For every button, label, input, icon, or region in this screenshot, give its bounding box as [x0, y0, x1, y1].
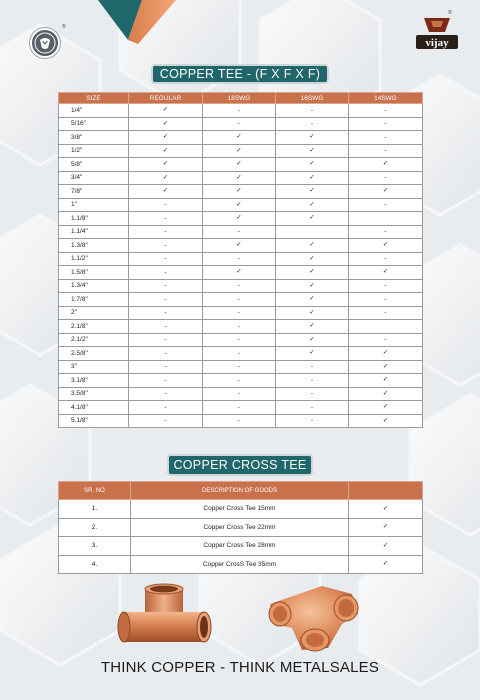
table-row	[59, 144, 423, 158]
availability-cell: -	[203, 117, 276, 131]
check-mark-icon: ✓	[349, 239, 423, 253]
check-mark-icon: ✓	[349, 500, 423, 519]
copper-tee-title	[151, 64, 329, 84]
brand-registered-mark: ®	[448, 10, 452, 16]
check-mark-icon: ✓	[276, 279, 349, 293]
availability-cell: -	[203, 360, 276, 374]
check-mark-icon: ✓	[276, 306, 349, 320]
table-row	[59, 225, 423, 239]
size-cell: 5/8"	[59, 158, 129, 172]
copper-cross-tee-table	[58, 481, 423, 574]
availability-cell: -	[203, 306, 276, 320]
availability-cell: -	[203, 414, 276, 428]
table-row	[59, 537, 423, 556]
availability-cell: -	[276, 117, 349, 131]
availability-cell: -	[349, 306, 423, 320]
availability-cell	[349, 320, 423, 334]
table-row	[59, 212, 423, 226]
header-description: DESCRIPTION OF GOODS	[131, 482, 349, 500]
check-mark-icon: ✓	[129, 131, 203, 145]
availability-cell: -	[349, 144, 423, 158]
table-row	[59, 239, 423, 253]
description-cell: Copper Cross Tee 28mm	[131, 537, 349, 556]
table-row	[59, 293, 423, 307]
size-cell: 2.1/2"	[59, 333, 129, 347]
availability-cell: -	[129, 347, 203, 361]
availability-cell: -	[129, 212, 203, 226]
copper-tee-front-image	[262, 584, 366, 654]
check-mark-icon: ✓	[349, 518, 423, 537]
availability-cell: -	[203, 293, 276, 307]
availability-cell: -	[349, 104, 423, 118]
check-mark-icon: ✓	[349, 387, 423, 401]
availability-cell: -	[203, 347, 276, 361]
availability-cell: -	[129, 198, 203, 212]
table-row	[59, 374, 423, 388]
sr-no-cell: 2.	[59, 518, 131, 537]
availability-cell: -	[349, 198, 423, 212]
availability-cell: -	[129, 401, 203, 415]
availability-cell: -	[203, 320, 276, 334]
availability-cell: -	[129, 374, 203, 388]
size-cell: 7/8"	[59, 185, 129, 199]
check-mark-icon: ✓	[349, 374, 423, 388]
table-row	[59, 158, 423, 172]
table-row	[59, 333, 423, 347]
availability-cell: -	[129, 252, 203, 266]
check-mark-icon: ✓	[203, 158, 276, 172]
table-row	[59, 171, 423, 185]
size-cell: 4.1/8"	[59, 401, 129, 415]
size-cell: 2.5/8"	[59, 347, 129, 361]
size-cell: 3.1/8"	[59, 374, 129, 388]
description-cell: Copper Cross Tee 22mm	[131, 518, 349, 537]
check-mark-icon: ✓	[349, 555, 423, 574]
check-mark-icon: ✓	[276, 144, 349, 158]
size-cell: 2.1/8"	[59, 320, 129, 334]
size-cell: 1.1/4"	[59, 225, 129, 239]
check-mark-icon: ✓	[129, 144, 203, 158]
availability-cell: -	[203, 252, 276, 266]
availability-cell: -	[276, 360, 349, 374]
check-mark-icon: ✓	[276, 320, 349, 334]
check-mark-icon: ✓	[276, 239, 349, 253]
table-row	[59, 198, 423, 212]
availability-cell: -	[349, 131, 423, 145]
check-mark-icon: ✓	[203, 171, 276, 185]
check-mark-icon: ✓	[276, 252, 349, 266]
availability-cell: -	[129, 266, 203, 280]
sr-no-cell: 1.	[59, 500, 131, 519]
check-mark-icon: ✓	[276, 131, 349, 145]
check-mark-icon: ✓	[276, 293, 349, 307]
availability-cell: -	[203, 104, 276, 118]
availability-cell: -	[129, 333, 203, 347]
availability-cell: -	[129, 293, 203, 307]
availability-cell: -	[349, 252, 423, 266]
table-row	[59, 306, 423, 320]
check-mark-icon: ✓	[203, 266, 276, 280]
availability-cell: -	[203, 374, 276, 388]
registered-mark: ®	[62, 24, 66, 30]
size-cell: 1"	[59, 198, 129, 212]
table-row	[59, 117, 423, 131]
size-cell: 3.5/8"	[59, 387, 129, 401]
check-mark-icon: ✓	[129, 117, 203, 131]
check-mark-icon: ✓	[203, 239, 276, 253]
table-row	[59, 320, 423, 334]
table-row	[59, 104, 423, 118]
size-cell: 1/4"	[59, 104, 129, 118]
availability-cell: -	[203, 387, 276, 401]
check-mark-icon: ✓	[349, 401, 423, 415]
size-cell: 1.1/8"	[59, 212, 129, 226]
description-cell: Copper Cross Tee 15mm	[131, 500, 349, 519]
availability-cell: -	[203, 279, 276, 293]
header-size: SIZE	[59, 93, 129, 104]
copper-tee-title-text: COPPER TEE - (F X F X F)	[159, 67, 321, 81]
table-row	[59, 555, 423, 574]
header-18swg: 18SWG	[203, 93, 276, 104]
availability-cell: -	[129, 360, 203, 374]
copper-cross-tee-title	[167, 454, 313, 476]
availability-cell: -	[129, 225, 203, 239]
size-cell: 1.1/2"	[59, 252, 129, 266]
check-mark-icon: ✓	[349, 414, 423, 428]
check-mark-icon: ✓	[129, 171, 203, 185]
table-row	[59, 279, 423, 293]
availability-cell: -	[129, 387, 203, 401]
availability-cell: -	[203, 225, 276, 239]
availability-cell: -	[276, 374, 349, 388]
copper-cross-tee-title-text: COPPER CROSS TEE	[173, 458, 307, 472]
table-header-row	[59, 93, 423, 104]
size-cell: 1.7/8"	[59, 293, 129, 307]
check-mark-icon: ✓	[276, 333, 349, 347]
availability-cell: -	[129, 320, 203, 334]
table-row	[59, 266, 423, 280]
table-row	[59, 401, 423, 415]
description-cell: Copper CrosS Tee 35mm	[131, 555, 349, 574]
availability-cell: -	[203, 401, 276, 415]
check-mark-icon: ✓	[349, 158, 423, 172]
availability-cell	[276, 225, 349, 239]
check-mark-icon: ✓	[203, 144, 276, 158]
footer-tagline: THINK COPPER - THINK METALSALES	[100, 659, 380, 676]
check-mark-icon: ✓	[129, 158, 203, 172]
check-mark-icon: ✓	[349, 347, 423, 361]
svg-text:vijay: vijay	[425, 37, 449, 49]
sr-no-cell: 3.	[59, 537, 131, 556]
check-mark-icon: ✓	[129, 185, 203, 199]
availability-cell: -	[349, 225, 423, 239]
table-row	[59, 131, 423, 145]
check-mark-icon: ✓	[276, 158, 349, 172]
sr-no-cell: 4.	[59, 555, 131, 574]
check-mark-icon: ✓	[349, 360, 423, 374]
copper-tee-table	[58, 92, 423, 428]
table-row	[59, 360, 423, 374]
check-mark-icon: ✓	[276, 347, 349, 361]
size-cell: 1.5/8"	[59, 266, 129, 280]
check-mark-icon: ✓	[129, 104, 203, 118]
copper-tee-side-image	[112, 582, 216, 650]
check-mark-icon: ✓	[276, 171, 349, 185]
header-16swg: 16SWG	[276, 93, 349, 104]
header-14swg: 14SWG	[349, 93, 423, 104]
check-mark-icon: ✓	[276, 185, 349, 199]
check-mark-icon: ✓	[349, 266, 423, 280]
availability-cell: -	[276, 104, 349, 118]
header-availability	[349, 482, 423, 500]
size-cell: 1.3/4"	[59, 279, 129, 293]
size-cell: 3"	[59, 360, 129, 374]
size-cell: 2"	[59, 306, 129, 320]
table-row	[59, 500, 423, 519]
size-cell: 1.3/8"	[59, 239, 129, 253]
table-row	[59, 387, 423, 401]
table-row	[59, 414, 423, 428]
availability-cell: -	[129, 306, 203, 320]
table-row	[59, 518, 423, 537]
availability-cell: -	[203, 333, 276, 347]
check-mark-icon: ✓	[203, 212, 276, 226]
size-cell: 1/2"	[59, 144, 129, 158]
check-mark-icon: ✓	[349, 185, 423, 199]
size-cell: 3/4"	[59, 171, 129, 185]
table-row	[59, 185, 423, 199]
table-header-row	[59, 482, 423, 500]
header-sr-no: SR. NO	[59, 482, 131, 500]
availability-cell: -	[129, 414, 203, 428]
check-mark-icon: ✓	[203, 198, 276, 212]
availability-cell: -	[129, 239, 203, 253]
check-mark-icon: ✓	[349, 537, 423, 556]
availability-cell: -	[349, 171, 423, 185]
availability-cell: -	[129, 279, 203, 293]
availability-cell: -	[276, 414, 349, 428]
table-row	[59, 252, 423, 266]
check-mark-icon: ✓	[276, 198, 349, 212]
check-mark-icon: ✓	[276, 212, 349, 226]
size-cell: 5.1/8"	[59, 414, 129, 428]
availability-cell: -	[349, 293, 423, 307]
availability-cell: -	[349, 333, 423, 347]
table-row	[59, 347, 423, 361]
certification-badge-icon	[30, 28, 60, 58]
check-mark-icon: ✓	[203, 185, 276, 199]
check-mark-icon: ✓	[276, 266, 349, 280]
availability-cell: -	[349, 117, 423, 131]
availability-cell: -	[276, 401, 349, 415]
size-cell: 3/8"	[59, 131, 129, 145]
header-regular: REGULAR	[129, 93, 203, 104]
check-mark-icon: ✓	[203, 131, 276, 145]
vijay-logo	[414, 14, 460, 52]
size-cell: 5/16"	[59, 117, 129, 131]
availability-cell	[349, 212, 423, 226]
availability-cell: -	[276, 387, 349, 401]
availability-cell: -	[349, 279, 423, 293]
